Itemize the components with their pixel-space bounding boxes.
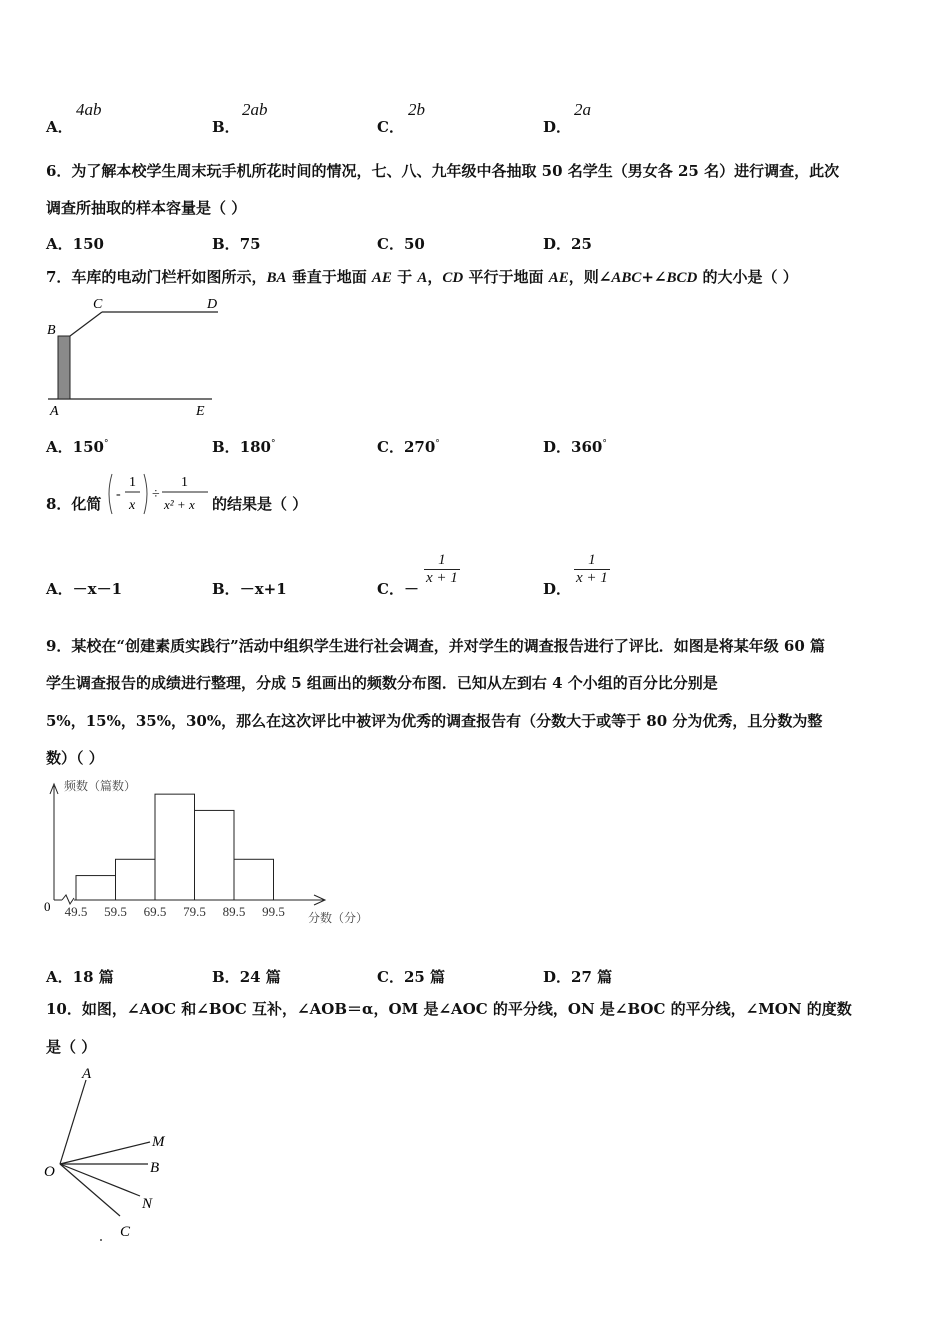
x-tick-label: 69.5 — [143, 904, 167, 919]
q5-option-b — [212, 116, 240, 137]
option-label: D． — [543, 118, 572, 136]
q10-angle-figure — [40, 1062, 190, 1252]
option-label: D． — [543, 235, 572, 253]
q7-option-b — [212, 436, 276, 457]
label-o: O — [44, 1164, 55, 1180]
q9-histogram — [40, 772, 380, 932]
q7-text-part: 平行于地面 — [463, 268, 549, 286]
right-paren — [144, 474, 147, 514]
option-value: 270 — [403, 438, 436, 456]
option-label: B． — [212, 118, 240, 136]
expr-num-one: 1 — [129, 475, 136, 490]
x-tick-label: 89.5 — [222, 904, 246, 919]
q7-segment-cd: CD — [442, 270, 464, 286]
y-axis-label: 频数（篇数） — [64, 779, 137, 793]
histogram-bars — [76, 794, 274, 900]
degree-symbol: ° — [103, 439, 109, 449]
option-value: 360 — [571, 438, 603, 456]
option-value: －x－1 — [72, 580, 123, 598]
q5-option-d — [543, 116, 571, 137]
histogram-bar-3 — [155, 794, 195, 900]
frac-num: 1 — [438, 552, 446, 568]
ray-on — [60, 1164, 140, 1196]
q5-option-c — [377, 116, 404, 137]
q9-option-d — [543, 966, 612, 987]
q5-option-d-value: 2a — [574, 100, 591, 119]
option-value: 25 篇 — [403, 968, 446, 986]
option-label: C． — [377, 580, 404, 598]
q6-option-d — [543, 233, 592, 254]
q7-text-part: +∠ — [641, 268, 667, 286]
q7-gate-figure — [40, 292, 230, 422]
q7-text-part: 于 — [391, 268, 418, 286]
q7-text-part: 7．车库的电动门栏杆如图所示， — [46, 268, 267, 286]
histogram-ticks — [65, 904, 285, 919]
option-label: B． — [212, 235, 240, 253]
label-c: C — [93, 297, 103, 312]
left-paren — [109, 474, 112, 514]
option-label: A． — [46, 118, 73, 136]
q9-option-a — [46, 966, 114, 987]
option-value: 27 篇 — [571, 968, 613, 986]
option-label: B． — [212, 438, 240, 456]
q7-option-d — [543, 436, 607, 457]
label-c: C — [120, 1224, 131, 1240]
q7-option-a — [46, 436, 108, 457]
frac-num: 1 — [588, 552, 596, 568]
q7-text-part: ，则∠ — [568, 268, 612, 286]
option-value: 180 — [239, 438, 271, 456]
q7-text-part: 的大小是（ ） — [697, 268, 798, 286]
ray-oc — [60, 1164, 120, 1216]
frac-den: x + 1 — [426, 570, 458, 586]
q8-option-d-fraction — [574, 552, 610, 587]
expr-den-x: x — [129, 498, 136, 513]
stray-dot — [100, 1239, 102, 1241]
q8-prefix: 8．化简 — [46, 495, 102, 513]
q8-expression — [104, 470, 212, 518]
q9-text-line3: 5%，15%，35%，30%，那么在这次评比中被评为优秀的调查报告有（分数大于或等于 80 分为优秀，且分数为整 — [46, 712, 823, 730]
q5-option-a — [46, 116, 73, 137]
option-label: A． — [46, 235, 73, 253]
option-label: A． — [46, 438, 73, 456]
label-d: D — [207, 297, 218, 312]
histogram-bar-1 — [76, 876, 116, 900]
option-value: 150 — [72, 235, 104, 253]
q10-text-line2: 是（ ） — [46, 1038, 97, 1056]
option-label: C． — [377, 438, 404, 456]
label-a: A — [82, 1066, 92, 1082]
q6-option-a — [46, 233, 104, 254]
degree-symbol: ° — [602, 439, 607, 449]
q6-option-b — [212, 233, 261, 254]
q6-option-c — [377, 233, 425, 254]
option-value: －x+1 — [239, 580, 287, 598]
option-label: A． — [46, 968, 73, 986]
x-tick-label: 49.5 — [64, 904, 88, 919]
axis-break — [62, 895, 74, 904]
q6-text-line2: 调查所抽取的样本容量是（ ） — [46, 199, 247, 217]
origin-label: 0 — [44, 899, 51, 914]
q7-angle-bcd: BCD — [666, 270, 698, 286]
q7-text-part: 垂直于地面 — [286, 268, 372, 286]
option-value: 18 篇 — [72, 968, 114, 986]
q10-text-line1: 10．如图，∠AOC 和∠BOC 互补，∠AOB＝α，OM 是∠AOC 的平分线，ON 是∠BOC 的平分线，∠MON 的度数 — [46, 1000, 852, 1018]
q7-angle-abc: ABC — [611, 270, 642, 286]
q9-text-line1: 9．某校在“创建素质实践行”活动中组织学生进行社会调查，并对学生的调查报告进行了评比．如图是将某年级 60 篇 — [46, 637, 826, 655]
option-label: C． — [377, 968, 404, 986]
x-axis-label: 分数（分） — [308, 911, 369, 925]
option-value: 75 — [239, 235, 261, 253]
label-a: A — [50, 404, 59, 419]
label-b: B — [47, 323, 56, 338]
label-n: N — [142, 1196, 153, 1212]
q7-text — [46, 267, 798, 288]
q8-option-d — [543, 578, 571, 599]
frac-den: x + 1 — [576, 570, 608, 586]
option-value: 25 — [571, 235, 592, 253]
q6-text-line1: 6．为了解本校学生周末玩手机所花时间的情况，七、八、九年级中各抽取 50 名学生（男女各 25 名）进行调查，此次 — [46, 162, 840, 180]
option-value: 24 篇 — [239, 968, 281, 986]
degree-symbol: ° — [271, 439, 276, 449]
option-label: C． — [377, 118, 404, 136]
option-label: D． — [543, 968, 572, 986]
x-tick-label: 59.5 — [104, 904, 127, 919]
expr-den-expr: x² + x — [164, 497, 195, 512]
option-label: B． — [212, 968, 240, 986]
expr-minus: - — [116, 487, 121, 502]
q9-option-b — [212, 966, 281, 987]
expr-divide: ÷ — [152, 487, 160, 502]
q8-option-c-fraction — [424, 552, 460, 587]
segment-bc — [70, 312, 102, 336]
histogram-bar-4 — [195, 810, 235, 900]
histogram-bar-5 — [234, 859, 274, 900]
option-sign: － — [403, 580, 419, 598]
q7-segment-ba: BA — [266, 270, 287, 286]
option-value: 150 — [72, 438, 104, 456]
q9-text-line2: 学生调查报告的成绩进行整理，分成 5 组画出的频数分布图．已知从左到右 4 个小组的百分比分别是 — [46, 674, 718, 692]
option-label: A． — [46, 580, 73, 598]
q9-option-c — [377, 966, 445, 987]
label-m: M — [152, 1134, 165, 1150]
option-label: C． — [377, 235, 404, 253]
q7-option-c — [377, 436, 440, 457]
label-b: B — [150, 1160, 160, 1176]
label-e: E — [196, 404, 205, 419]
q8-suffix: 的结果是（ ） — [212, 495, 308, 513]
x-tick-label: 79.5 — [183, 904, 206, 919]
q7-segment-ae: AE — [371, 270, 392, 286]
q7-text-part: ， — [427, 268, 443, 286]
ray-oa — [60, 1080, 86, 1164]
option-label: D． — [543, 438, 572, 456]
q5-option-a-value: 4ab — [76, 100, 102, 119]
q8-option-c — [377, 578, 419, 599]
q5-option-b-value: 2ab — [242, 100, 268, 119]
expr-num-one-2: 1 — [181, 475, 188, 490]
q7-segment-ae: AE — [548, 270, 569, 286]
q8-option-b — [212, 578, 287, 599]
x-tick-label: 99.5 — [262, 904, 285, 919]
option-label: D． — [543, 580, 572, 598]
q9-text-line4: 数）（ ） — [46, 749, 104, 767]
q7-point-a: A — [417, 270, 428, 286]
option-value: 50 — [403, 235, 425, 253]
ray-om — [60, 1142, 150, 1164]
q5-option-c-value: 2b — [408, 100, 425, 119]
degree-symbol: ° — [435, 439, 440, 449]
option-label: B． — [212, 580, 240, 598]
q8-option-a — [46, 578, 122, 599]
gate-post — [58, 336, 70, 399]
histogram-bar-2 — [116, 859, 156, 900]
